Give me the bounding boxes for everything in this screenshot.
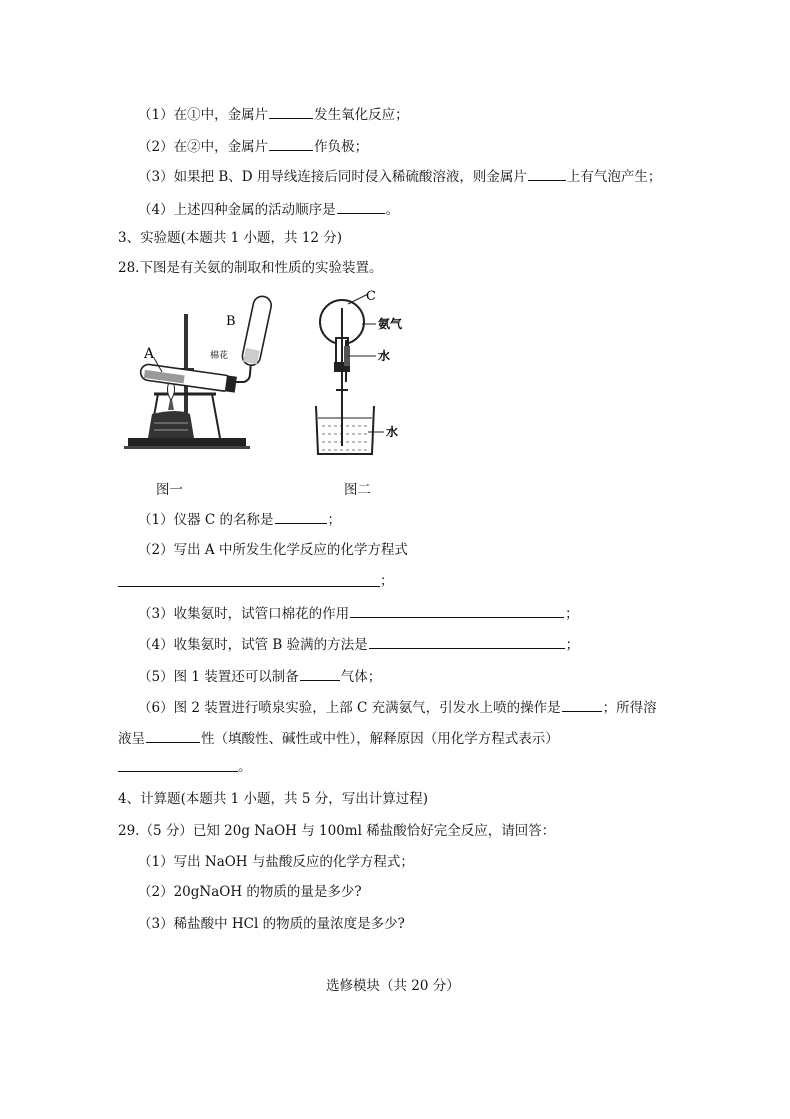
label-water-beaker: 水 <box>386 425 399 439</box>
q28-item-4 <box>138 634 579 654</box>
label-cotton: 棉花 <box>210 351 229 361</box>
figure-2-fountain-apparatus <box>308 286 418 458</box>
label-a: A <box>144 346 155 362</box>
answer-blank[interactable] <box>337 199 385 214</box>
q28-item-3-tail: ； <box>565 606 579 622</box>
q28-item-2-end: ； <box>380 573 394 589</box>
q28-item-4-text: （4）收集氨时，试管 B 验满的方法是 <box>138 637 368 653</box>
q28-item-6-text: （6）图 2 装置进行喷泉实验，上部 C 充满氨气，引发水上喷的操作是 <box>138 700 561 716</box>
q27-item-1 <box>138 104 409 124</box>
q27-item-2 <box>138 136 368 156</box>
section-4-heading: 4、计算题(本题共 1 小题，共 5 分，写出计算过程) <box>118 791 428 807</box>
label-b: B <box>226 314 236 329</box>
q27-item-3-text: （3）如果把 B、D 用导线连接后同时侵入稀硫酸溶液，则金属片 <box>138 169 527 185</box>
q28-item-6-tail: ；所得溶 <box>602 700 657 716</box>
q28-item-5-tail: 气体； <box>340 669 382 685</box>
answer-blank[interactable] <box>269 136 313 151</box>
q27-item-4-text: （4）上述四种金属的活动顺序是 <box>138 202 336 218</box>
q28-item-6 <box>138 697 657 717</box>
q28-item-5-text: （5）图 1 装置还可以制备 <box>138 669 299 685</box>
q28-item-6-cont-text: 液呈 <box>118 731 145 747</box>
answer-blank[interactable] <box>300 666 340 681</box>
q28-item-2 <box>138 541 408 559</box>
answer-blank[interactable] <box>350 603 564 618</box>
answer-blank[interactable] <box>146 728 200 743</box>
q29-item-3: （3）稀盐酸中 HCl 的物质的量浓度是多少? <box>138 916 405 932</box>
q28-title: 28.下图是有关氨的制取和性质的实验装置。 <box>118 260 383 276</box>
q28-item-5 <box>138 666 381 686</box>
q28-item-3-text: （3）收集氨时，试管口棉花的作用 <box>138 606 350 622</box>
q27-item-4-tail: 。 <box>385 202 400 218</box>
label-ammonia: 氨气 <box>378 317 403 331</box>
q28-item-2-text: （2）写出 A 中所发生化学反应的化学方程式 <box>138 542 408 558</box>
q29-title: 29.（5 分）已知 20g NaOH 与 100ml 稀盐酸恰好完全反应，请回答： <box>118 823 556 839</box>
q27-item-1-tail: 发生氧化反应； <box>314 107 409 123</box>
q27-item-3-tail: 上有气泡产生； <box>566 169 662 185</box>
answer-blank-equation-2[interactable] <box>118 771 238 772</box>
q28-item-1-text: （1）仪器 C 的名称是 <box>138 512 274 528</box>
q29-item-1: （1）写出 NaOH 与盐酸反应的化学方程式； <box>138 854 414 870</box>
q27-item-2-text: （2）在②中，金属片 <box>138 139 269 155</box>
section-3-heading: 3、实验题(本题共 1 小题，共 12 分) <box>118 230 343 246</box>
answer-blank[interactable] <box>269 104 313 119</box>
answer-blank[interactable] <box>562 697 602 712</box>
answer-blank[interactable] <box>369 634 565 649</box>
q28-item-6-cont <box>118 728 559 748</box>
q27-item-3 <box>138 166 661 186</box>
q28-item-6-end: 。 <box>238 759 252 775</box>
q27-item-2-tail: 作负极； <box>314 139 369 155</box>
q29-item-2: （2）20gNaOH 的物质的量是多少? <box>138 884 362 900</box>
q27-item-4 <box>138 199 399 219</box>
q28-item-4-tail: ； <box>565 637 580 653</box>
footer-section-title: 选修模块（共 20 分） <box>326 978 460 994</box>
figure-1-ammonia-generation-apparatus <box>118 290 278 458</box>
q28-item-3 <box>138 603 579 623</box>
q28-item-1-tail: ； <box>327 512 342 528</box>
answer-blank[interactable] <box>275 509 327 524</box>
answer-blank-equation[interactable] <box>118 586 380 587</box>
q28-item-1 <box>138 509 341 529</box>
answer-blank[interactable] <box>528 166 566 181</box>
q28-item-6-cont-tail: 性（填酸性、碱性或中性），解释原因（用化学方程式表示） <box>201 731 559 747</box>
figure-2-caption: 图二 <box>344 482 371 498</box>
q27-item-1-text: （1）在①中，金属片 <box>138 107 269 123</box>
label-c: C <box>366 289 376 304</box>
figure-1-caption: 图一 <box>156 482 183 498</box>
label-water-top: 水 <box>378 349 391 363</box>
